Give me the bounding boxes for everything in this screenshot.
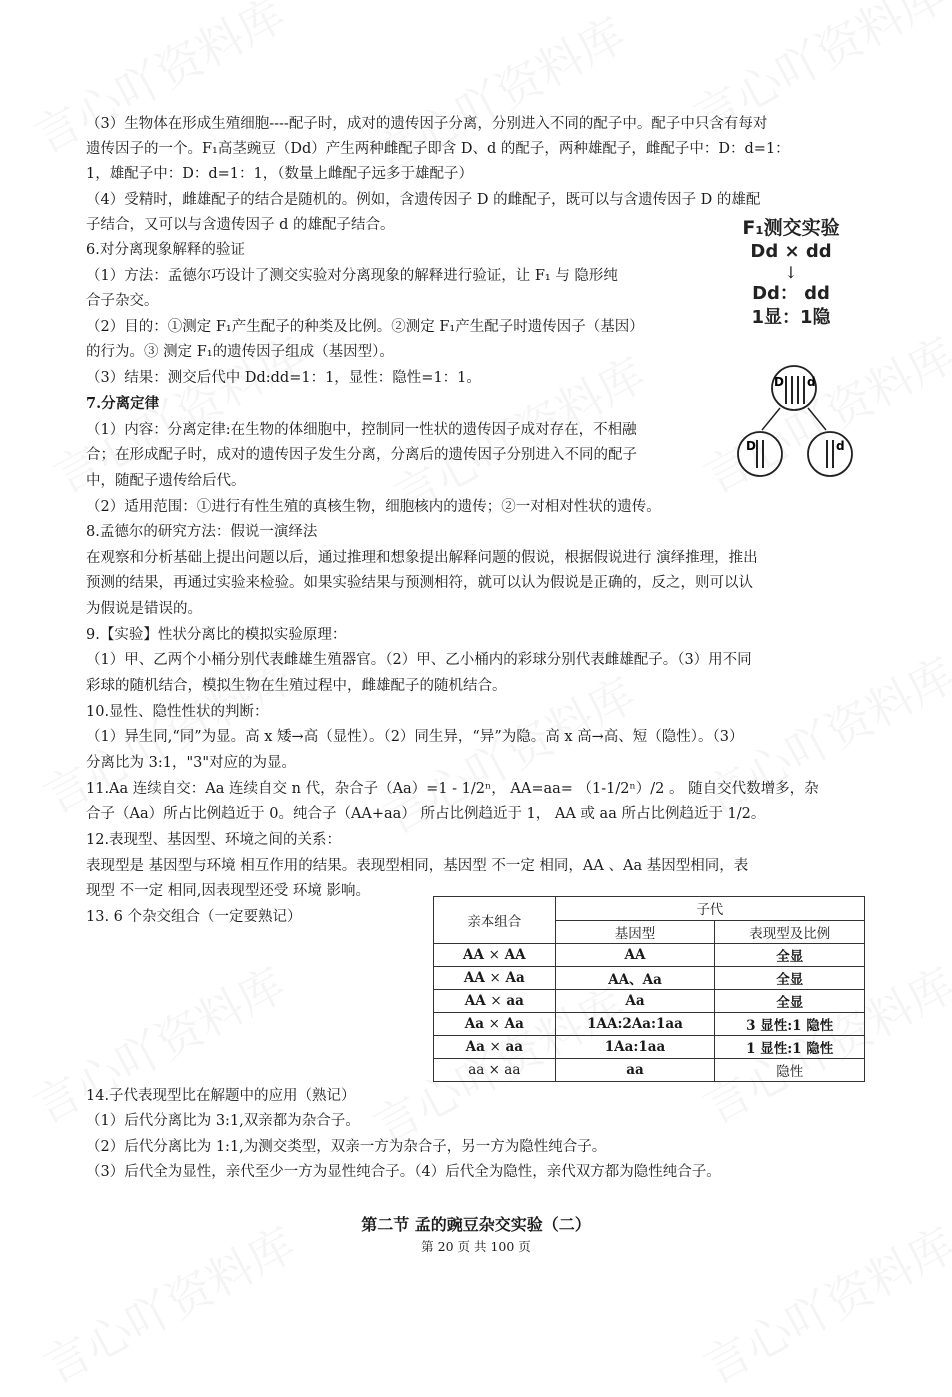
figure-ratio: 1显：1隐 (751, 307, 831, 328)
figure-result: Dd： dd (752, 283, 830, 304)
text-line: （1）异生同,“同”为显。高 x 矮→高（显性）。（2）同生异，“异”为隐。高 x 高→高、短（隐性）。（3） (86, 729, 744, 745)
parent-cross: AA × AA (434, 944, 556, 967)
text-line: （1）内容：分离定律:在生物的体细胞中，控制同一性状的遗传因子成对存在，不相融 (86, 422, 637, 438)
text-line: 分离比为 3:1，"3"对应的为显。 (86, 755, 297, 771)
section-heading: 8.孟德尔的研究方法：假说一演绎法 (86, 524, 318, 540)
header-phenotype: 表现型及比例 (715, 920, 865, 944)
table-row (434, 1036, 865, 1059)
watermark (21, 949, 296, 1137)
genotype-cell: aa (555, 1059, 715, 1082)
genotype-cell: 1AA:2Aa:1aa (555, 1013, 715, 1036)
section-title: 第二节 孟的豌豆杂交实验（二） (361, 1215, 591, 1234)
phenotype-cell: 隐性 (715, 1059, 865, 1082)
section-heading: 14.子代表现型比在解题中的应用（熟记） (86, 1088, 356, 1104)
text-line: 合子（Aa）所占比例趋近于 0。纯合子（AA+aa） 所占比例趋近于 1， AA 或 aa 所占比例趋近于 1/2。 (86, 806, 766, 822)
text-line: 现型 不一定 相同,因表现型还受 环境 影响。 (86, 883, 371, 899)
down-arrow-icon: ↓ (784, 263, 798, 282)
section-heading: 9.【实验】性状分离比的模拟实验原理： (86, 627, 347, 643)
text-line: （2）后代分离比为 1:1,为测交类型，双亲一方为杂合子，另一方为隐性纯合子。 (86, 1139, 607, 1155)
text-line: （2）目的：①测定 F₁产生配子的种类及比例。②测定 F₁产生配子时遗传因子（基因） (86, 319, 644, 335)
gamete-cell-icon (738, 432, 782, 476)
text-line: 彩球的随机结合，模拟生物在生殖过程中，雌雄配子的随机结合。 (86, 678, 507, 694)
table-row (434, 1013, 865, 1036)
gamete-allele-label: d (836, 439, 845, 453)
gene-segregation-diagram (736, 364, 856, 482)
text-line: （1）后代分离比为 3:1,双亲都为杂合子。 (86, 1113, 360, 1129)
cross-table (433, 896, 865, 1082)
parent-cross: AA × Aa (434, 967, 556, 990)
text-line: （3）后代全为显性，亲代至少一方为显性纯合子。（4）后代全为隐性，亲代双方都为隐性纯合子。 (86, 1164, 721, 1180)
text-line: 合子杂交。 (86, 293, 159, 309)
table-row (434, 967, 865, 990)
gamete-cell-icon (808, 432, 852, 476)
text-line: 合；在形成配子时，成对的遗传因子发生分离，分离后的遗传因子分别进入不同的配子 (86, 447, 637, 463)
phenotype-cell: 3 显性:1 隐性 (715, 1013, 865, 1036)
figure-cross: Dd × dd (750, 241, 832, 262)
figure-title: F₁测交实验 (742, 217, 840, 239)
header-offspring: 子代 (555, 897, 864, 921)
text-line: 遗传因子的一个。F₁高茎豌豆（Dd）产生两种雌配子即含 D、d 的配子，两种雄配子，雌配子中：D：d=1： (86, 141, 790, 157)
parent-allele-label: d (807, 375, 816, 389)
text-line: （2）适用范围：①进行有性生殖的真核生物，细胞核内的遗传；②一对相对性状的遗传。 (86, 499, 661, 515)
phenotype-cell: 全显 (715, 990, 865, 1013)
parent-cross: Aa × Aa (434, 1013, 556, 1036)
text-line: 的行为。③ 测定 F₁的遗传因子组成（基因型）。 (86, 344, 394, 360)
text-line: 表现型是 基因型与环境 相互作用的结果。表现型相同，基因型 不一定 相同，AA 、Aa 基因型相同，表 (86, 858, 749, 874)
text-line: 中，随配子遗传给后代。 (86, 473, 246, 489)
section-heading: 7.分离定律 (86, 395, 160, 412)
genotype-cell: 1Aa:1aa (555, 1036, 715, 1059)
text-line: （3）生物体在形成生殖细胞----配子时，成对的遗传因子分离，分别进入不同的配子中。配子中只含有每对 (86, 116, 768, 132)
genotype-cell: Aa (555, 990, 715, 1013)
text-line: （4）受精时，雌雄配子的结合是随机的。例如，含遗传因子 D 的雌配子，既可以与含遗传因子 D 的雄配 (86, 192, 761, 208)
table-row (434, 1059, 865, 1082)
section-heading: 6.对分离现象解释的验证 (86, 242, 245, 258)
header-parent: 亲本组合 (434, 897, 556, 944)
parent-cross: aa × aa (434, 1059, 556, 1082)
table-row (434, 944, 865, 967)
section-heading: 13. 6 个杂交组合（一定要熟记） (86, 909, 302, 925)
section-heading: 10.显性、隐性性状的判断： (86, 704, 269, 720)
text-line: 子结合，又可以与含遗传因子 d 的雄配子结合。 (86, 217, 395, 233)
table-row (434, 990, 865, 1013)
text-line: 为假说是错误的。 (86, 601, 202, 617)
parent-cross: AA × aa (434, 990, 556, 1013)
text-line: 11.Aa 连续自交：Aa 连续自交 n 代，杂合子（Aa）=1 - 1/2ⁿ， AA=aa= （1-1/2ⁿ）/2 。 随自交代数增多，杂 (86, 781, 819, 797)
text-line: 预测的结果，再通过实验来检验。如果实验结果与预测相符，就可以认为假说是正确的，反之，则可以认 (86, 575, 753, 591)
gamete-allele-label: D (746, 439, 756, 453)
testcross-figure (726, 216, 856, 330)
header-genotype: 基因型 (555, 920, 715, 944)
phenotype-cell: 全显 (715, 944, 865, 967)
text-line: （3）结果：测交后代中 Dd:dd=1：1，显性：隐性=1：1。 (86, 370, 481, 386)
text-line: （1）甲、乙两个小桶分别代表雌雄生殖器官。（2）甲、乙小桶内的彩球分别代表雌雄配子。（3）用不同 (86, 652, 752, 668)
genotype-cell: AA (555, 944, 715, 967)
text-line: 在观察和分析基础上提出问题以后，通过推理和想象提出解释问题的假说，根据假说进行 演绎推理，推出 (86, 550, 758, 566)
parent-cross: Aa × aa (434, 1036, 556, 1059)
page-number: 第 20 页 共 100 页 (421, 1239, 531, 1254)
text-line: 1，雄配子中：D：d=1：1，（数量上雌配子远多于雄配子） (86, 166, 473, 182)
text-line: （1）方法：孟德尔巧设计了测交实验对分离现象的解释进行验证，让 F₁ 与 隐形纯 (86, 268, 618, 284)
phenotype-cell: 全显 (715, 967, 865, 990)
genotype-cell: AA、Aa (555, 967, 715, 990)
parent-allele-label: D (774, 375, 784, 389)
phenotype-cell: 1 显性:1 隐性 (715, 1036, 865, 1059)
section-heading: 12.表现型、基因型、环境之间的关系： (86, 832, 342, 848)
